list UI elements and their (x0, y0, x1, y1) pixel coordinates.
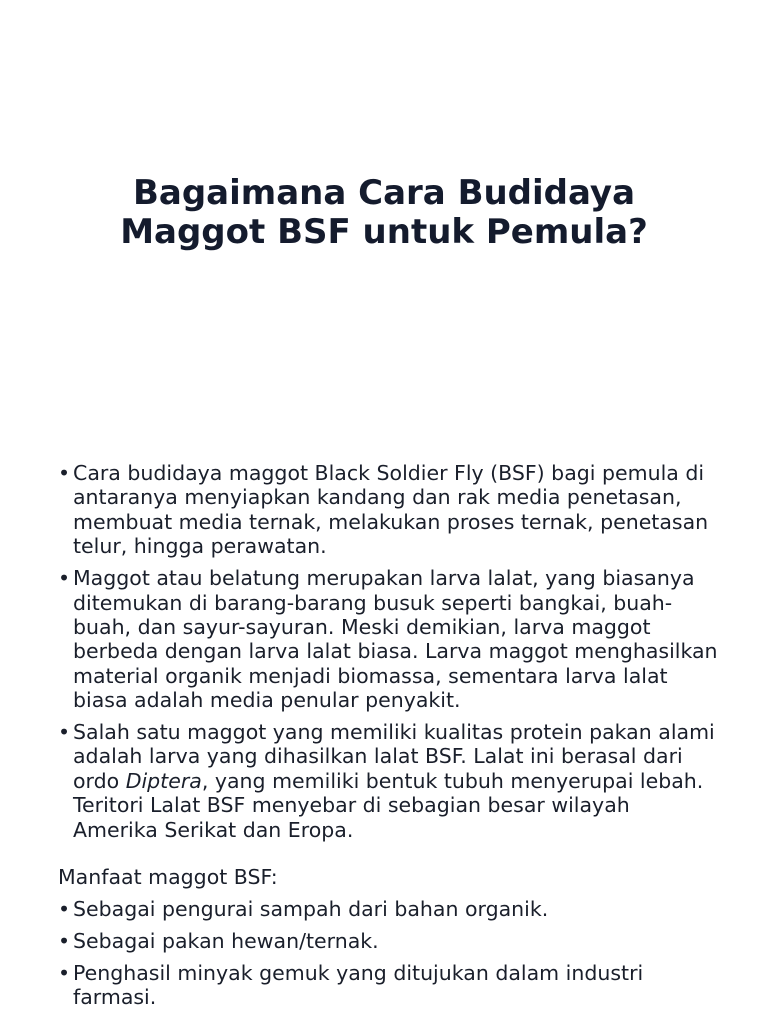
bullet-marker: • (58, 461, 71, 485)
title-line-1: Bagaimana Cara Budidaya (132, 173, 636, 213)
list-item (58, 929, 718, 953)
benefit-text: Penghasil minyak gemuk yang ditujukan dalam industri farmasi. (73, 960, 644, 1010)
list-item (58, 720, 718, 842)
benefits-bullet-list (58, 897, 718, 1010)
slide-title (0, 174, 768, 252)
bullet-text: Cara budidaya maggot Black Soldier Fly (BSF) bagi pemula di antaranya menyiapkan kandang dan rak media penetasan, membuat media ternak, melakukan proses ternak, penetasan telur, hingga perawatan. (73, 461, 709, 559)
bullet-text-part: , yang memiliki bentuk tubuh menyerupai lebah. Teritori Lalat BSF menyebar di sebagian besar wilayah Amerika Serikat dan Eropa. (73, 768, 704, 842)
benefit-text: Sebagai pengurai sampah dari bahan organik. (73, 897, 549, 921)
list-item (58, 461, 718, 559)
bullet-marker: • (58, 928, 71, 953)
bullet-marker: • (58, 960, 71, 985)
bullet-marker: • (58, 897, 71, 921)
list-item (58, 897, 718, 921)
benefits-heading: Manfaat maggot BSF: (58, 865, 278, 890)
bullet-marker: • (58, 566, 71, 591)
slide-body (58, 461, 718, 1017)
title-line-2: Maggot BSF untuk Pemula? (120, 212, 648, 252)
list-item (58, 566, 718, 712)
benefit-text: Sebagai pakan hewan/ternak. (73, 928, 379, 953)
bullet-text (73, 720, 715, 842)
bullet-text-part: Salah satu maggot yang memiliki kualitas protein pakan alami adalah larva yang dihasilkan lalat BSF. Lalat ini berasal dari ordo (73, 720, 715, 793)
italic-term: Diptera (125, 768, 202, 793)
bullet-text: Maggot atau belatung merupakan larva lalat, yang biasanya ditemukan di barang-barang busuk seperti bangkai, buah-buah, dan sayur-sayuran. Meski demikian, larva maggot berbeda dengan larva lalat biasa. Larva maggot menghasilkan material organik menjadi biomassa, sementara larva lalat biasa adalah media penular penyakit. (73, 566, 718, 713)
bullet-marker: • (58, 720, 71, 745)
main-bullet-list (58, 461, 718, 842)
list-item (58, 961, 718, 1010)
